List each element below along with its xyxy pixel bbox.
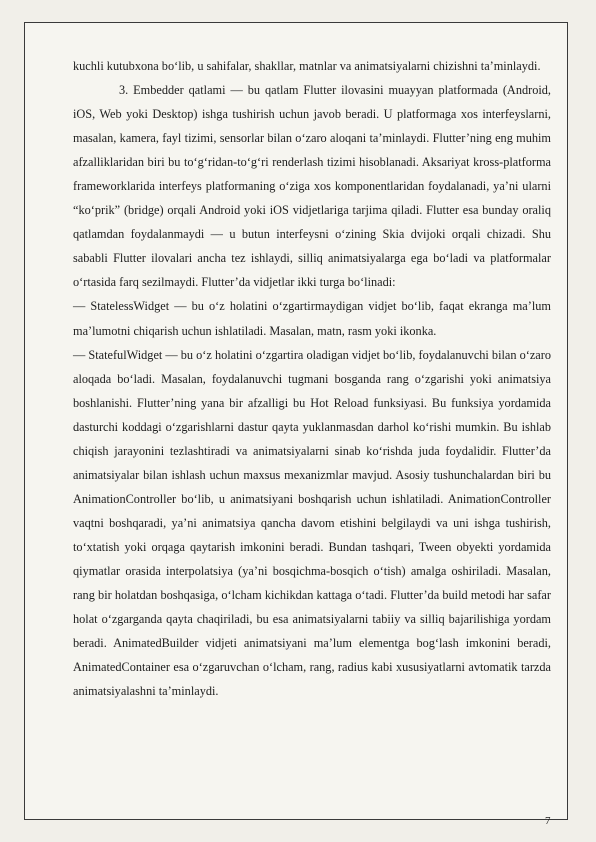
page-number: 7 (545, 815, 551, 827)
paragraph: — StatefulWidget — bu o‘z holatini o‘zgartira oladigan vidjet bo‘lib, foydalanuvchi bilan o‘zaro aloqada bo‘ladi. Masalan, foydalanuvchi tugmani bosganda rang o‘zgarishi yoki animatsiya boshlanishi. Flutter’ning yana bir afzalligi bu Hot Reload funksiyasi. Bu funksiya yordamida dasturchi koddagi o‘zgarishlarni dastur qayta yuklanmasdan darhol ko‘rishi mumkin. Bu ishlab chiqish jarayonini tezlashtiradi va animatsiyalarni sinab ko‘rishda juda foydalidir. Flutter’da animatsiyalar bilan ishlash uchun maxsus mexanizmlar mavjud. Asosiy tushunchalardan biri bu AnimationController bo‘lib, u animatsiyani boshqarish uchun ishlatiladi. AnimationController vaqtni boshqaradi, ya’ni animatsiya qancha davom etishini belgilaydi va uni ishga tushirish, to‘xtatish yoki orqaga qaytarish imkonini beradi. Bundan tashqari, Tween obyekti yordamida qiymatlar orasida interpolatsiya (ya’ni bosqichma-bosqich o‘tish) amalga oshiriladi. Masalan, rang bir holatdan boshqasiga, o‘lcham kichikdan kattaga o‘tadi. Flutter’da build metodi har safar holat o‘zgarganda qayta chaqiriladi, bu esa animatsiyalarni tabiiy va silliq bajarilishiga yordam beradi. AnimatedBuilder vidjeti animatsiyani ma’lum elementga bog‘lash imkonini beradi, AnimatedContainer esa o‘zgaruvchan o‘lcham, rang, radius kabi xususiyatlarni avtomatik tarzda animatsiyalashni ta’minlaydi. (73, 347, 551, 699)
paragraph: kuchli kutubxona bo‘lib, u sahifalar, shakllar, matnlar va animatsiyalarni chizishni ta’minlaydi. (73, 59, 541, 73)
paragraph: 3. Embedder qatlami — bu qatlam Flutter ilovasini muayyan platformada (Android, iOS, Web yoki Desktop) ishga tushirish uchun javob beradi. U platformaga xos interfeyslarni, masalan, kamera, fayl tizimi, sensorlar bilan o‘zaro aloqani ta’minlaydi. Flutter’ning eng muhim afzalliklaridan biri bu to‘g‘ridan-to‘g‘ri renderlash tizimi hisoblanadi. Aksariyat kross-platforma frameworklarida interfeys platformaning o‘ziga xos komponentlaridan foydalanadi, ya’ni ularni “ko‘prik” (bridge) orqali Android yoki iOS vidjetlariga tarjima qiladi. Flutter esa bunday oraliq qatlamdan foydalanmaydi — u butun interfeysni o‘zining Skia dvijoki orqali chizadi. Shu sababli Flutter ilovalari ancha tez ishlaydi, silliq animatsiyalarga ega bo‘ladi va platformalar o‘rtasida farq sezilmaydi. Flutter’da vidjetlar ikki turga bo‘linadi: (73, 83, 551, 290)
paragraph: — StatelessWidget — bu o‘z holatini o‘zgartirmaydigan vidjet bo‘lib, faqat ekranga ma’lum ma’lumotni chiqarish uchun ishlatiladi. Masalan, matn, rasm yoki ikonka. (73, 299, 551, 338)
document-body (73, 54, 551, 703)
